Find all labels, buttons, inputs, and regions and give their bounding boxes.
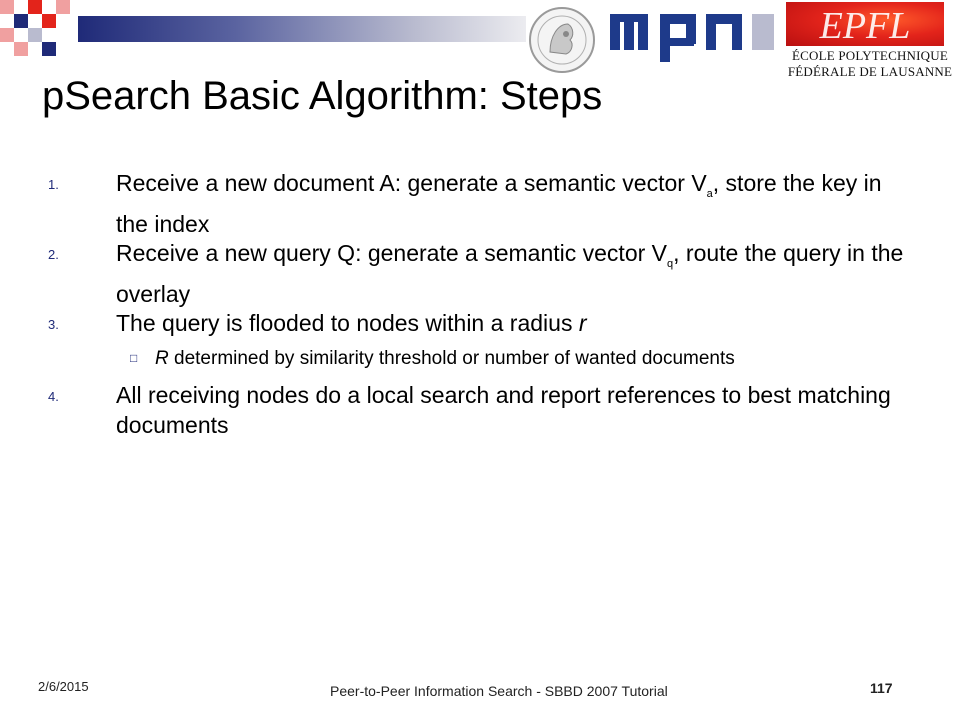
item-number: 3.: [48, 317, 59, 332]
item-text-part: Receive a new document A: generate a semantic vector V: [116, 170, 707, 196]
item-number: 4.: [48, 389, 59, 404]
mpi-logo: [606, 6, 776, 62]
page-number: 117: [870, 680, 893, 696]
item-text: [116, 238, 906, 309]
slide-title: pSearch Basic Algorithm: Steps: [42, 74, 603, 118]
item-text-part: , store the key in the index: [116, 170, 882, 237]
item-number: 2.: [48, 247, 59, 262]
item-text-part: , route the query in the overlay: [116, 240, 904, 307]
minerva-seal-icon: [528, 6, 596, 74]
square-bullet-icon: □: [130, 351, 138, 365]
item-text-part: The query is flooded to nodes within a radius: [116, 310, 579, 336]
subscript: q: [667, 258, 674, 270]
epfl-red-block: [786, 2, 944, 46]
epfl-name-line1: ÉCOLE POLYTECHNIQUE: [792, 48, 948, 63]
sub-item-text: [155, 346, 915, 372]
subscript: a: [706, 188, 713, 200]
footer-title: Peer-to-Peer Information Search - SBBD 2007 Tutorial: [330, 683, 668, 699]
footer-date: 2/6/2015: [38, 679, 89, 694]
item-text-part: Receive a new query Q: generate a semantic vector V: [116, 240, 668, 266]
checkerboard-icon: [0, 0, 84, 62]
sub-item-text-part: determined by similarity threshold or number of wanted documents: [168, 348, 735, 369]
epfl-name-line2: FÉDÉRALE DE LAUSANNE: [787, 64, 953, 79]
header-gradient-bar: [78, 16, 526, 42]
item-text: [116, 168, 906, 239]
epfl-logo: [782, 0, 958, 84]
italic-variable: R: [155, 348, 169, 369]
item-text: All receiving nodes do a local search and report references to best matching documents: [116, 382, 891, 438]
item-number: 1.: [48, 177, 59, 192]
svg-text:EPFL: EPFL: [819, 5, 911, 46]
item-text: [116, 308, 906, 338]
italic-variable: r: [578, 310, 587, 336]
